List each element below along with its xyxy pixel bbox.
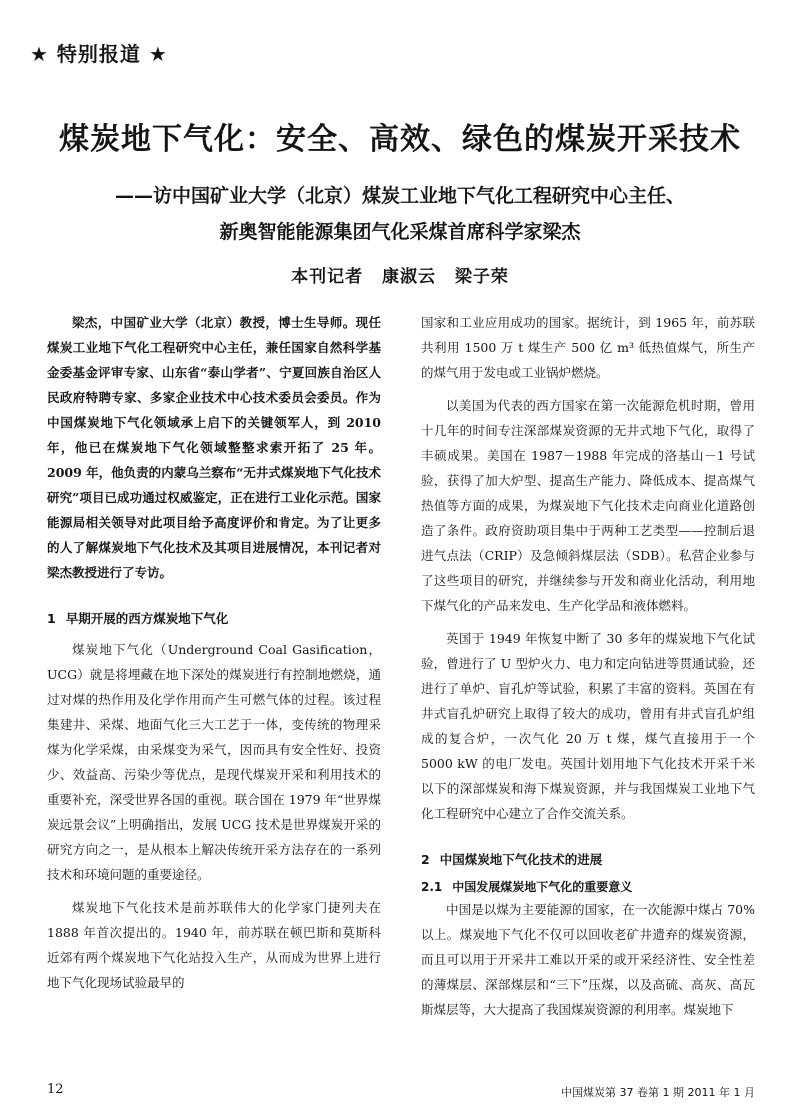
page-number: 12 xyxy=(47,1082,64,1097)
abstract-text: 梁杰，中国矿业大学（北京）教授，博士生导师。现任煤炭工业地下气化工程研究中心主任，兼任国家自然科学基金委基金评审专家、山东省“泰山学者”、宁夏回族自治区人民政府特聘专家、多家企业技术中心技术委员会委员。作为中国煤炭地下气化领域承上启下的关键领军人，到 2010 年，他已在煤炭地下气化领域整整求索开拓了 25 年。2009 年，他负责的内蒙乌兰察布“无井式煤炭地下气化技术研究”项目已成功通过权威鉴定，正在进行工业化示范。国家能源局相关领导对此项目给予高度评价和肯定。为了让更多的人了解煤炭地下气化技术及其项目进展情况，本刊记者对梁杰教授进行了专访。 xyxy=(47,315,381,580)
left-column xyxy=(47,310,381,995)
subsection-number: 2.1 xyxy=(421,880,443,894)
section-tag xyxy=(30,38,168,67)
body-paragraph: 中国是以煤为主要能源的国家，在一次能源中煤占 70%以上。煤炭地下气化不仅可以回收老矿井遗弃的煤炭资源，而且可以用于开采井工难以开采的或开采经济性、安全性差的薄煤层、深部煤层和“三下”压煤，以及高硫、高灰、高瓦斯煤层等，大大提高了我国煤炭资源的利用率。煤炭地下 xyxy=(421,902,755,1017)
article-title: 煤炭地下气化：安全、高效、绿色的煤炭开采技术 xyxy=(59,122,741,157)
subtitle-line-2: 新奥智能能源集团气化采煤首席科学家梁杰 xyxy=(219,221,581,243)
article-subtitle xyxy=(60,178,740,250)
star-icon: ★ xyxy=(30,42,49,66)
subtitle-line-1: ——访中国矿业大学（北京）煤炭工业地下气化工程研究中心主任、 xyxy=(114,185,685,207)
body-paragraph: 英国于 1949 年恢复中断了 30 多年的煤炭地下气化试验，曾进行了 U 型炉火力、电力和定向钻进等贯通试验，还进行了单炉、盲孔炉等试验，积累了丰富的资料。英国在有井式盲孔炉研究上取得了较大的成功，曾用有井式盲孔炉组成的复合炉，一次气化 20 万 t 煤，煤气直接用于一个 5000 kW 的电厂发电。英国计划用地下气化技术开采千米以下的深部煤炭和海下煤炭资源，并与我国煤炭工业地下气化工程研究中心建立了合作交流关系。 xyxy=(421,631,755,821)
section-label: 特别报道 xyxy=(56,42,141,66)
section-heading-1 xyxy=(47,609,381,627)
star-icon: ★ xyxy=(148,42,168,66)
subsection-title: 中国发展煤炭地下气化的重要意义 xyxy=(452,880,633,894)
author-name: 梁子荣 xyxy=(454,267,509,287)
right-column xyxy=(421,310,755,1022)
section-title: 早期开展的西方煤炭地下气化 xyxy=(65,611,229,626)
journal-footer: 中国煤炭第 37 卷第 1 期 2011 年 1 月 xyxy=(561,1086,755,1099)
body-paragraph-continued: 国家和工业应用成功的国家。据统计，到 1965 年，前苏联共利用 1500 万 t 煤生产 500 亿 m³ 低热值煤气，所生产的煤气用于发电或工业锅炉燃烧。 xyxy=(421,315,755,380)
subsection-heading-2-1 xyxy=(421,878,755,895)
body-paragraph: 以美国为代表的西方国家在第一次能源危机时期，曾用十几年的时间专注深部煤炭资源的无井式地下气化，取得了丰硕成果。美国在 1987－1988 年完成的洛基山－1 号试验，获得了加大炉型、提高生产能力、降低成本、提高煤气热值等方面的成果，为煤炭地下气化技术走向商业化道路创造了条件。政府资助项目集中于两种工艺类型——控制后退进气点法（CRIP）及急倾斜煤层法（SDB）。私营企业参与了这些项目的研究，并继续参与开发和商业化活动，利用地下煤气化的产品来发电、生产化学品和液体燃料。 xyxy=(421,398,755,613)
body-paragraph: 煤炭地下气化（Underground Coal Gasification，UCG）就是将埋藏在地下深处的煤炭进行有控制地燃烧，通过对煤的热作用及化学作用而产生可燃气体的过程。该过程集建井、采煤、地面气化三大工艺于一体，变传统的物理采煤为化学采煤，由采煤变为采气，因而具有安全性好、投资少、效益高、污染少等优点，是现代煤炭开采和利用技术的重要补充，深受世界各国的重视。联合国在 1979 年“世界煤炭远景会议”上明确指出，发展 UCG 技术是世界煤炭开采的研究方向之一，是从根本上解决传统开采方法存在的一系列技术和环境问题的重要途径。 xyxy=(47,642,381,882)
section-heading-2 xyxy=(421,850,755,868)
byline xyxy=(0,262,800,287)
abstract xyxy=(47,310,381,585)
byline-role: 本刊记者 xyxy=(291,267,364,287)
section-number: 1 xyxy=(47,611,56,626)
section-title: 中国煤炭地下气化技术的进展 xyxy=(439,852,603,867)
body-paragraph: 煤炭地下气化技术是前苏联伟大的化学家门捷列夫在 1888 年首次提出的。1940 年，前苏联在顿巴斯和莫斯科近郊有两个煤炭地下气化站投入生产，从而成为世界上进行地下气化现场试验最早的 xyxy=(47,900,381,990)
author-name: 康淑云 xyxy=(382,267,436,287)
section-number: 2 xyxy=(421,852,430,867)
